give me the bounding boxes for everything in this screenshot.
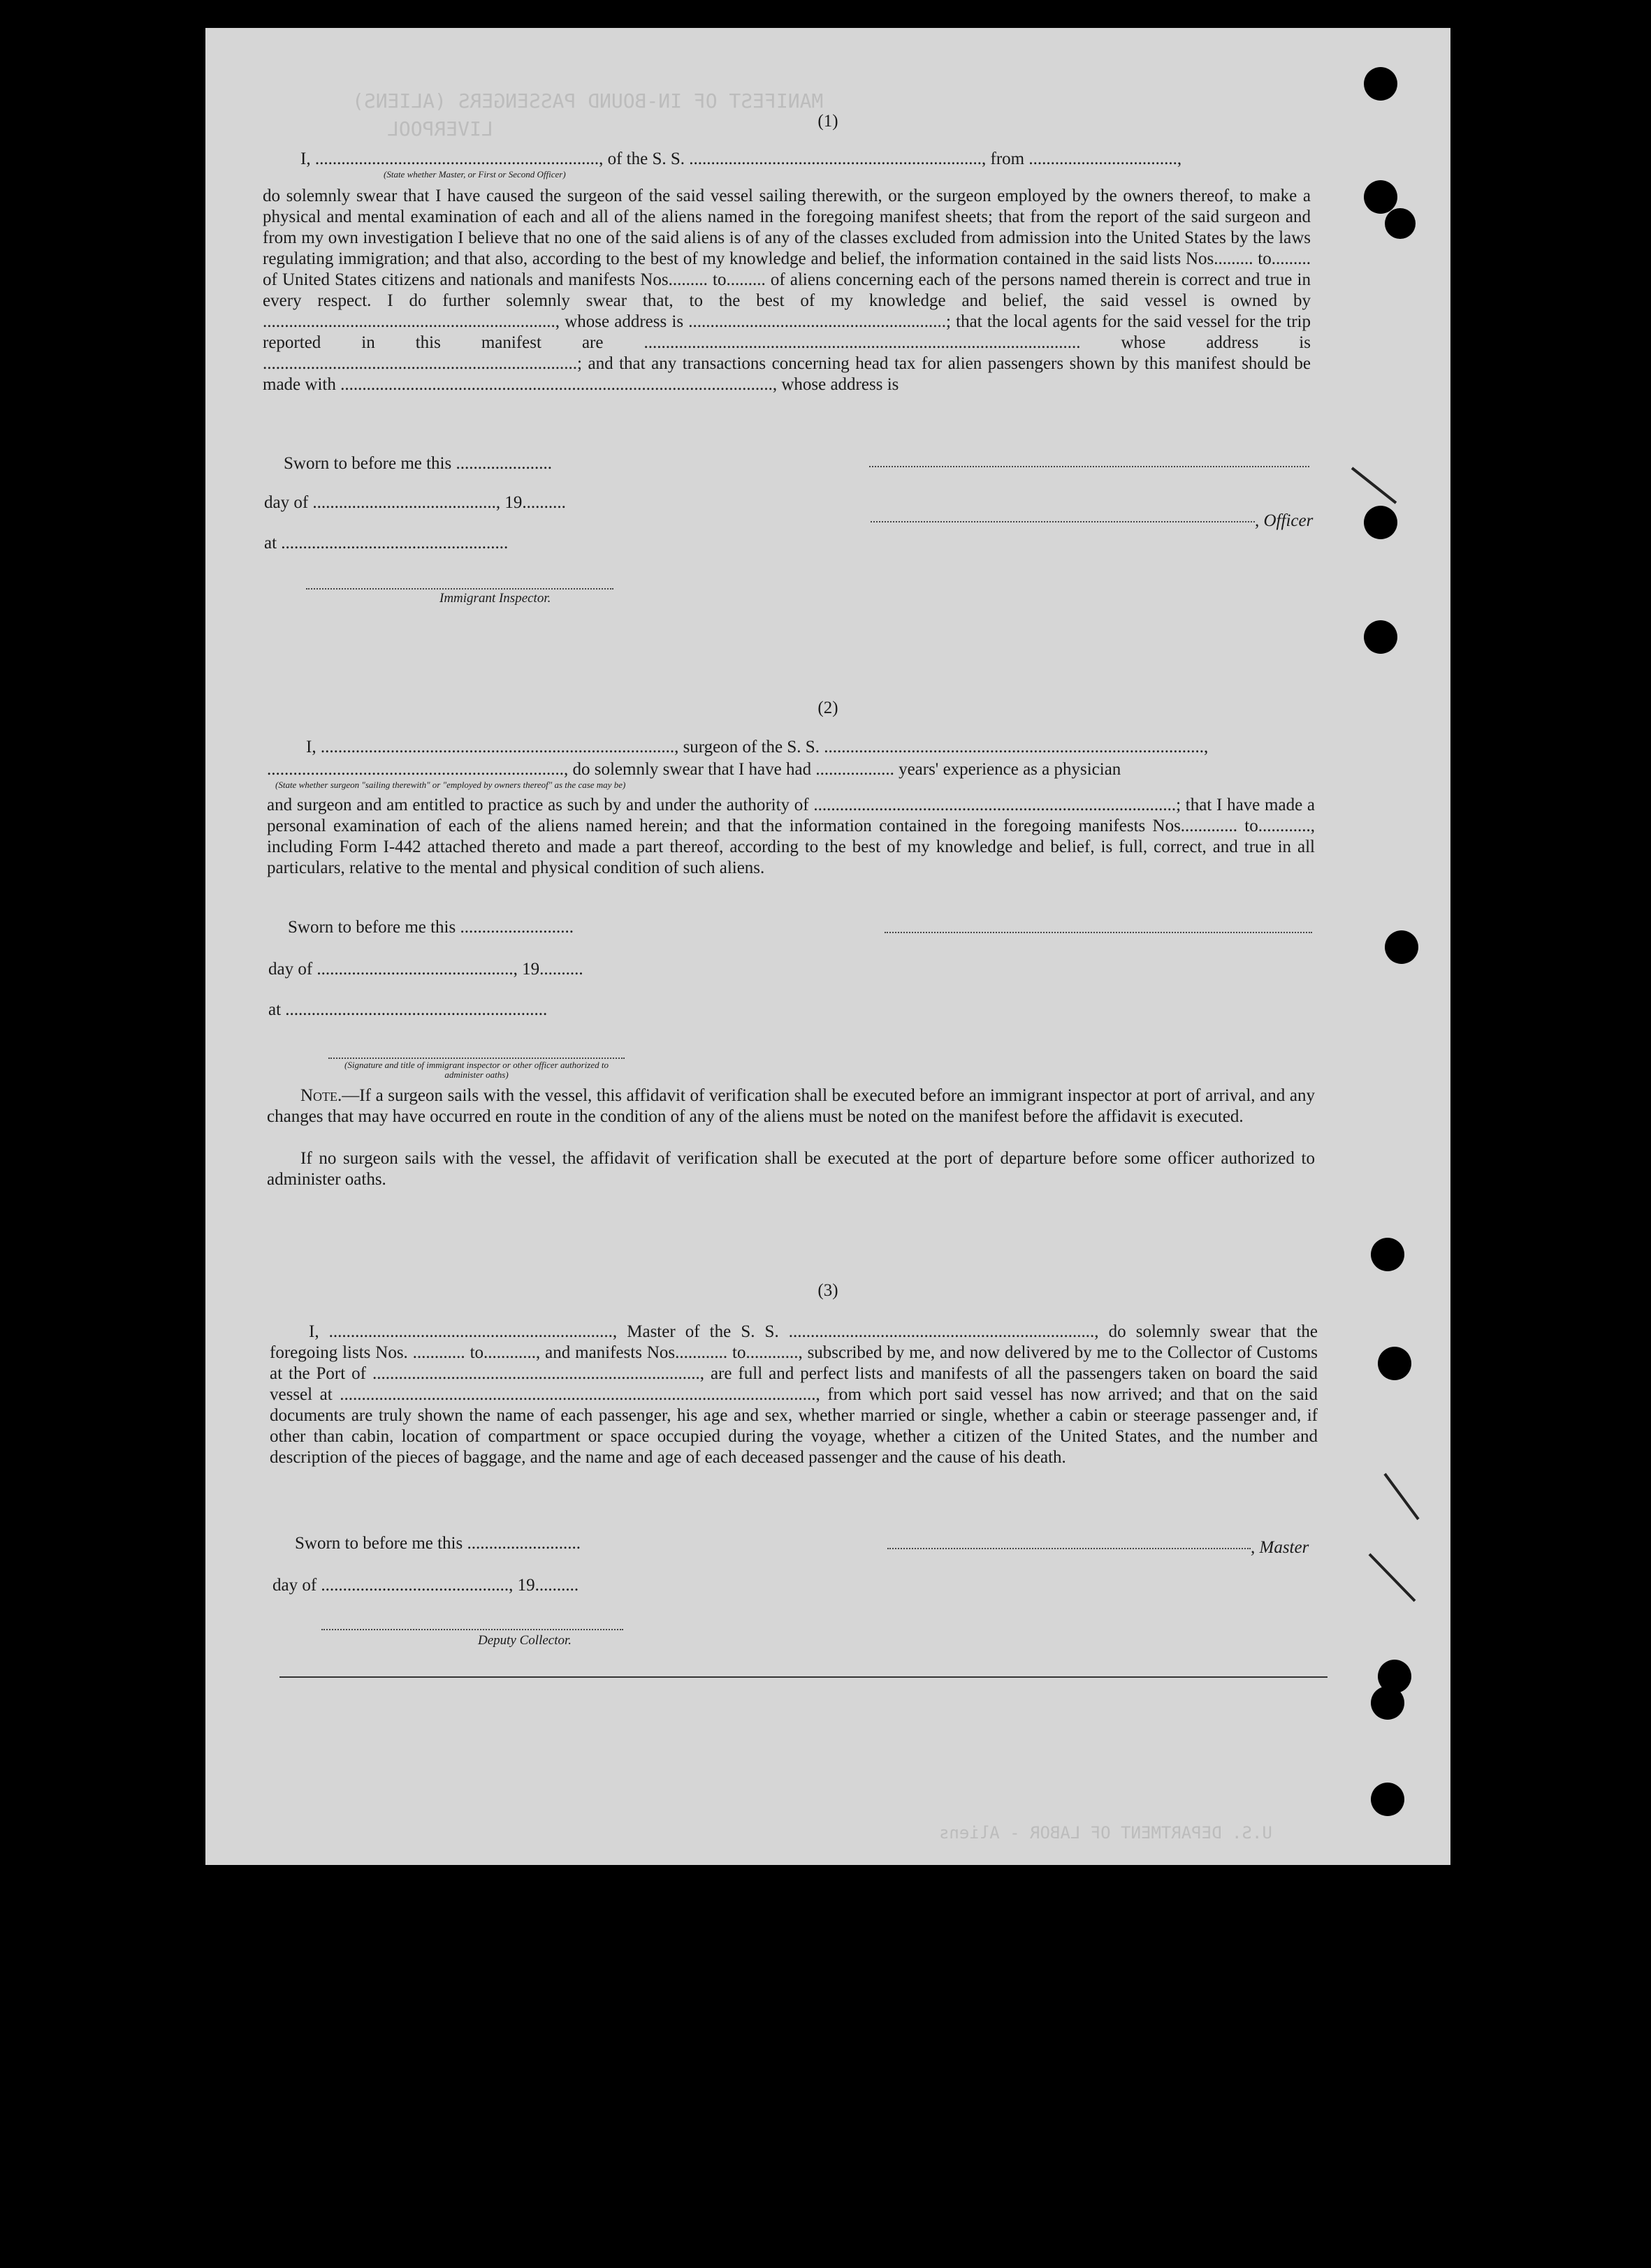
section-1-inspector-label: Immigrant Inspector. xyxy=(439,591,551,606)
section-3-master-line xyxy=(887,1537,1309,1558)
section-2-at: at ............................................................ xyxy=(268,1000,548,1019)
section-1-signature-line-top xyxy=(869,466,1309,467)
section-2-inspector-label: (Signature and title of immigrant inspector or other officer authorized to administer oaths) xyxy=(344,1060,609,1080)
section-3-collector-label: Deputy Collector. xyxy=(478,1633,572,1648)
section-1-inspector-line xyxy=(306,588,613,590)
section-1-paragraph: do solemnly swear that I have caused the surgeon of the said vessel sailing therewith, or the surgeon employed by the owners thereof, to make a physical and mental examination of each and all of the aliens named in the foregoing manifest sheets; that from the report of the said surgeon and from my own investigation I believe that no one of the said aliens is of any of the classes excluded from admission into the United States by the laws regulating immigration; and that also, according to the best of my knowledge and belief, the information contained in the said lists Nos......... to......... of United States citizens and nationals and manifests Nos......... to......... of aliens concerning each of the persons named therein is correct and true in every respect. I do further solemnly swear that, to the best of my knowledge and belief, the said vessel is owned by ..................................................................., whose address is ...........................................................; that the local agents for the said vessel for the trip reported in this manifest are .................................................................................................... whose address is ........................................................................; and that any transactions concerning head tax for alien passengers shown by this manifest should be made with ..................................................................................................., whose address is xyxy=(263,186,1311,394)
section-3-collector-line xyxy=(321,1629,623,1630)
punch-hole xyxy=(1364,67,1397,101)
section-1-at: at .................................................... xyxy=(264,534,509,553)
section-1-officer-line xyxy=(871,510,1313,532)
section-1-line1: I, ................................................................., of the S. S. ..................................................................., from .................................., xyxy=(300,149,1182,168)
section-3-paragraph: I, ................................................................., Master of the S. S. ......................................................................, do solemnly swear that the foregoing lists Nos. ............ to............, and manifests Nos............ to............, subscribed by me, and now delivered by me to the Collector of Customs at the Port of ..........................................................................., are full and perfect lists and manifests of all the passengers taken on board the said vessel at ............................................................................................................., from which port said vessel has now arrived; and that on the said documents are truly shown the name of each passenger, his age and sex, whether married or single, whether a cabin or steerage passenger and, if other than cabin, location of compartment or space occupied during the voyage, whether a citizen of the United States, and the number and description of the pieces of baggage, and the name and age of each deceased passenger and the cause of his death. xyxy=(270,1322,1318,1467)
section-3-day: day of ..........................................., 19.......... xyxy=(272,1576,579,1595)
punch-hole xyxy=(1371,1783,1404,1816)
punch-hole xyxy=(1371,1686,1404,1720)
section-2-day: day of ............................................., 19.......... xyxy=(268,960,583,979)
note-heading: Note. xyxy=(300,1086,342,1105)
section-2-paragraph: and surgeon and am entitled to practice as such by and under the authority of ...................................................................................; that I have made a personal examination of each of the aliens named herein; and that the information contained in the foregoing manifests Nos............. to............, including Form I-442 attached thereto and made a part thereof, according to the best of my knowledge and belief, is full, correct, and true in all particulars, relative to the mental and physical condition of such aliens. xyxy=(267,796,1315,877)
section-2-line1: I, ................................................................................., surgeon of the S. S. ......................................................................................., xyxy=(306,738,1209,756)
section-3-number: (3) xyxy=(817,1281,838,1300)
bleed-through-footer: U.S. DEPARTMENT OF LABOR - Aliens xyxy=(939,1823,1272,1843)
section-2-line2-note: (State whether surgeon "sailing therewith" or "employed by owners thereof" as the case may be) xyxy=(275,780,626,790)
section-2-note xyxy=(267,1085,1315,1127)
bleed-through-port: LIVERPOOL xyxy=(387,117,493,140)
scratch-marks xyxy=(1328,447,1467,1634)
officer-label: , Officer xyxy=(1255,511,1314,530)
section-2-number: (2) xyxy=(817,698,838,717)
document-page xyxy=(205,28,1450,1865)
section-2-sworn: Sworn to before me this .......................... xyxy=(288,918,574,937)
section-2-inspector-line xyxy=(328,1058,625,1059)
punch-hole xyxy=(1364,180,1397,214)
punch-hole xyxy=(1385,208,1416,239)
bottom-rule xyxy=(279,1676,1328,1678)
section-1-line1-note: (State whether Master, or First or Second Officer) xyxy=(384,169,566,180)
section-2-note-2: If no surgeon sails with the vessel, the affidavit of verification shall be executed at the port of departure before some officer authorized to administer oaths. xyxy=(267,1149,1315,1189)
section-1-sworn: Sworn to before me this ...................... xyxy=(284,454,552,473)
section-1-day: day of .........................................., 19.......... xyxy=(264,493,566,512)
bleed-through-header: MANIFEST OF IN-BOUND PASSENGERS (ALIENS) xyxy=(352,89,824,112)
section-1-number: (1) xyxy=(817,112,838,131)
section-2-signature-line xyxy=(885,932,1312,933)
section-2-line2: ...................................................................., do solemnly swear that I have had .................. years' experience as a physician xyxy=(267,760,1121,779)
note-text: —If a surgeon sails with the vessel, this affidavit of verification shall be executed before an immigrant inspector at port of arrival, and any changes that may have occurred en route in the condition of any of the aliens must be noted on the manifest before the affidavit is executed. xyxy=(267,1086,1315,1126)
master-label: , Master xyxy=(1251,1538,1309,1557)
section-3-sworn: Sworn to before me this .......................... xyxy=(295,1534,581,1553)
